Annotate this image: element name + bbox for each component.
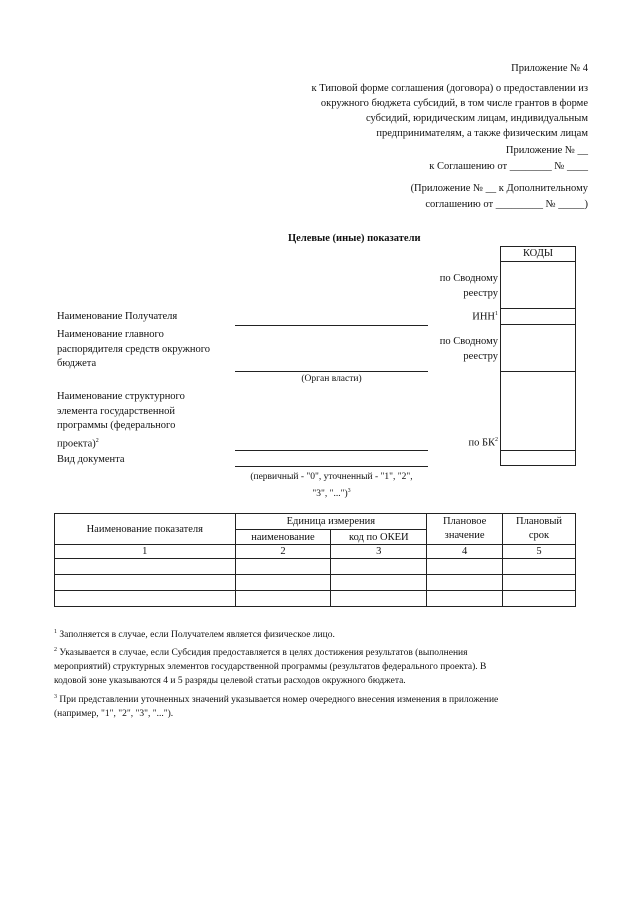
table-row	[55, 591, 576, 607]
col-planned-value	[427, 514, 503, 545]
col-planned-value-line: значение	[444, 530, 485, 541]
table-cell[interactable]	[235, 575, 331, 591]
supplementary-agreement-line2: соглашению от _________ № _____)	[425, 199, 588, 210]
structural-element-label-line	[57, 434, 185, 452]
structural-element-label-line: элемента государственной	[57, 405, 175, 417]
col-unit: Единица измерения	[235, 514, 427, 530]
table-cell[interactable]	[55, 559, 236, 575]
structural-element-label-line: Наименование структурного	[57, 391, 185, 402]
appendix-description	[311, 81, 588, 141]
col-planned-term-line: срок	[528, 530, 550, 541]
table-cell[interactable]	[503, 575, 576, 591]
table-cell[interactable]	[55, 591, 236, 607]
appendix-desc-line: предпринимателям, а также физическим лицам	[376, 128, 588, 139]
footnote-text: Указывается в случае, если Субсидия предоставляется в целях достижения результатов (выполнения	[59, 648, 468, 659]
footnote-number: 3	[54, 694, 57, 700]
recipient-fill-line[interactable]	[235, 325, 428, 326]
table-cell[interactable]	[331, 591, 427, 607]
col-number: 3	[331, 545, 427, 559]
inn-label-text: ИНН	[472, 311, 495, 323]
structural-element-label	[57, 390, 185, 452]
structural-element-fill-line[interactable]	[235, 450, 428, 451]
form-title: Целевые (иные) показатели	[288, 233, 421, 244]
svod-reestr-label-2	[440, 335, 498, 364]
footnote-1	[54, 625, 584, 642]
doc-type-hint-text: "3", "...")	[312, 489, 348, 500]
doc-type-hint	[235, 470, 428, 501]
table-cell[interactable]	[235, 559, 331, 575]
col-number: 4	[427, 545, 503, 559]
col-planned-value-line: Плановое	[442, 516, 487, 527]
doc-type-fill-line[interactable]	[235, 466, 428, 467]
footnote-number: 2	[54, 647, 57, 653]
inn-label	[472, 311, 498, 323]
code-cell-svod-reestr-2[interactable]	[500, 324, 576, 372]
authority-hint: (Орган власти)	[301, 374, 362, 384]
grbs-label-line: бюджета	[57, 358, 97, 369]
doc-type-hint-line: (первичный - "0", уточненный - "1", "2",	[250, 472, 413, 482]
svod-reestr-label-1	[440, 272, 498, 301]
supplementary-agreement-line1: (Приложение № __ к Дополнительному	[410, 183, 588, 194]
table-cell[interactable]	[427, 575, 503, 591]
structural-element-label-text: проекта)	[57, 438, 96, 449]
col-unit-name: наименование	[235, 530, 331, 545]
appendix-desc-line: окружного бюджета субсидий, в том числе грантов в форме	[320, 98, 588, 109]
code-cell-svod-reestr-1[interactable]	[500, 261, 576, 309]
code-cell-inn[interactable]	[500, 308, 576, 325]
recipient-label: Наименование Получателя	[57, 311, 178, 322]
table-row	[55, 559, 576, 575]
grbs-fill-line[interactable]	[235, 371, 428, 372]
footnote-text: Заполняется в случае, если Получателем является физическое лицо.	[59, 630, 335, 641]
doc-type-label: Вид документа	[57, 454, 125, 465]
footnote-text: (например, "1", "2", "3", "...").	[54, 709, 174, 720]
col-planned-term	[503, 514, 576, 545]
footnote-2	[54, 643, 584, 688]
table-cell[interactable]	[235, 591, 331, 607]
col-number: 1	[55, 545, 236, 559]
table-cell[interactable]	[427, 591, 503, 607]
svod-reestr-label-line: реестру	[463, 287, 498, 299]
footnote-mark: 2	[495, 437, 498, 443]
footnote-number: 1	[54, 629, 57, 635]
svod-reestr-label-line: реестру	[463, 350, 498, 362]
codes-header-cell	[500, 246, 576, 262]
appendix-title: Приложение № 4	[511, 63, 588, 74]
col-number: 2	[235, 545, 331, 559]
grbs-label-line: распорядителя средств окружного	[57, 343, 211, 355]
table-cell[interactable]	[503, 591, 576, 607]
svod-reestr-label-line: по Сводному	[439, 336, 498, 347]
footnote-mark: 2	[95, 437, 99, 444]
table-cell[interactable]	[331, 575, 427, 591]
table-cell[interactable]	[503, 559, 576, 575]
footnote-3	[54, 690, 584, 721]
col-planned-term-line: Плановый	[516, 516, 563, 527]
bk-label-text: по БК	[468, 437, 495, 449]
appendix-desc-line: субсидий, юридическим лицам, индивидуальным	[366, 113, 588, 124]
structural-element-label-line: программы (федерального	[57, 420, 176, 431]
grbs-label-line: Наименование главного	[57, 329, 164, 340]
doc-type-hint-line	[235, 484, 428, 501]
col-number: 5	[503, 545, 576, 559]
bk-label	[468, 437, 498, 449]
footnote-text: кодовой зоне указываются 4 и 5 разряды целевой статьи расходов окружного бюджета.	[54, 676, 406, 687]
appendix-number: Приложение № __	[505, 145, 588, 156]
table-cell[interactable]	[427, 559, 503, 575]
indicators-table	[54, 513, 576, 607]
col-unit-okei: код по ОКЕИ	[331, 530, 427, 545]
agreement-reference: к Соглашению от ________ № ____	[429, 161, 588, 172]
table-numbering-row	[55, 545, 576, 559]
footnote-text: При представлении уточненных значений указывается номер очередного внесения изменения в приложение	[59, 695, 499, 706]
grbs-label	[57, 328, 210, 372]
code-cell-doc-type[interactable]	[500, 450, 576, 466]
svod-reestr-label-line: по Сводному	[439, 273, 498, 284]
table-row	[55, 575, 576, 591]
appendix-desc-line: к Типовой форме соглашения (договора) о предоставлении из	[311, 83, 588, 94]
codes-header: КОДЫ	[522, 248, 554, 259]
footnote-mark: 3	[347, 488, 351, 494]
table-cell[interactable]	[55, 575, 236, 591]
table-cell[interactable]	[331, 559, 427, 575]
footnote-text: мероприятий) структурных элементов государственной программы (результатов федерального проекта). В	[54, 662, 487, 673]
col-indicator-name: Наименование показателя	[55, 514, 236, 545]
footnote-mark: 1	[495, 311, 498, 317]
code-cell-bk[interactable]	[500, 371, 576, 451]
